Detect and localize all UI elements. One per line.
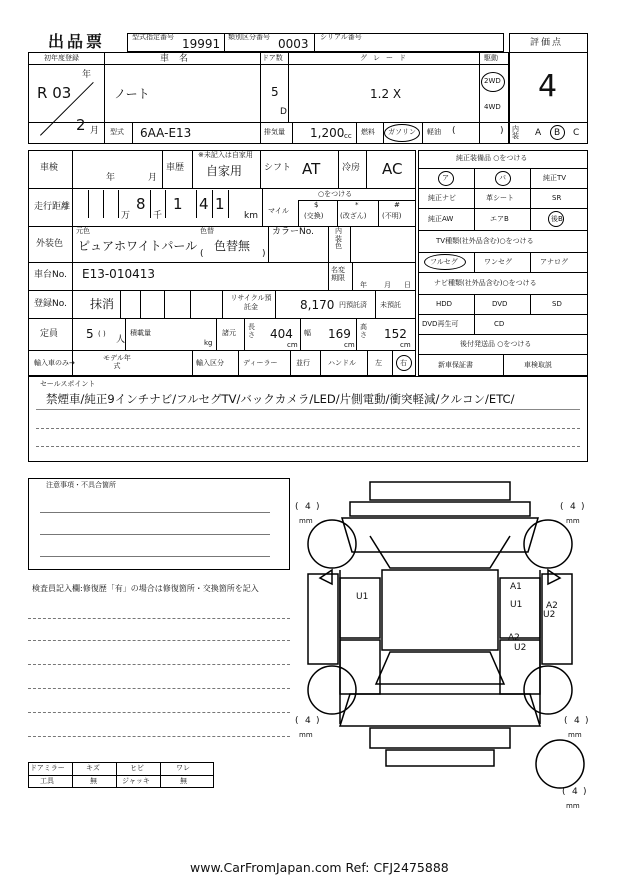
equip-airbag: エアB [490,215,509,223]
disp-value: 1,200 [310,126,345,140]
navi-dvd-play: DVD再生可 [422,320,459,328]
score-label: 評価点 [530,38,564,48]
len-unit: cm [287,341,298,349]
interior-c: C [573,128,580,138]
color-label: 外装色 [36,239,64,249]
left-front-door [340,578,380,638]
tire-fl: 4 [305,502,311,512]
tire-fl-bracket-l: ( [295,502,299,512]
load-label: 積載量 [130,329,151,337]
front-grille [350,502,530,516]
shaken-tsuki: 月 [148,173,158,183]
left-rear-door [340,640,380,694]
tire-rl-bracket-r: ) [316,716,320,726]
dims-label: 諸元 [222,329,236,337]
disp-label: 排気量 [264,128,285,136]
mile-label: マイル [268,207,289,215]
equip-header: 純正装備品 ○をつける [456,154,528,162]
drive-4wd: 4WD [484,103,501,111]
color-change-label: 色替 [200,227,214,235]
first-reg-label: 初年度登録 [44,54,79,62]
fuel-paren-r: ) [500,126,504,136]
recycle-unit: 円預託済 [339,301,367,309]
equip-navi: 純正ナビ [428,194,456,202]
hood [342,518,538,552]
wid-label: 幅 [304,329,311,337]
orig-color-label: 元色 [76,227,90,235]
mile-opt-tamper: (改ざん) [340,212,367,220]
left-sill [308,574,338,664]
car-damage-diagram [290,474,590,814]
mile-opt-exchange: (交換) [304,212,324,220]
tire-rr: 4 [574,716,580,726]
model-year-label: モデル年式 [103,354,131,371]
class-no-label: 類別区分番号 [228,33,270,41]
wid-unit: cm [344,341,355,349]
tools-h2: キズ [86,764,100,772]
tv-header: TV種類(社外品含む)○をつける [436,237,534,245]
tire-rl: 4 [305,716,311,726]
colorno-label: カラーNo. [272,227,314,237]
sen-unit: 千 [153,211,163,221]
len-label: 長さ [248,323,255,339]
tire-fl-unit: mm [299,517,313,525]
form-title: 出品票 [48,32,106,51]
grade-label: グレード [360,54,412,62]
import-category-label: 輸入区分 [196,359,224,367]
import-label: 輸入車のみ→ [34,359,75,367]
name-change-label: 名変期限 [331,266,345,283]
hgt-unit: cm [400,341,411,349]
mileage-digit-1: 1 [173,195,183,213]
sales-label: セールスポイント [40,380,96,388]
sales-point-block [28,376,588,462]
tire-spare: 4 [572,787,578,797]
import-parallel: 並行 [296,359,310,367]
right-mirror [548,570,560,584]
roof [382,570,498,650]
door-type: D [280,107,287,117]
capacity-unit: 人 [116,335,126,345]
interior-b: B [554,128,561,138]
equip-ac: ア [442,174,449,182]
tools-c3: ジャッキ [122,777,150,785]
damage-code-5: U2 [543,610,556,620]
footer-reference: www.CarFromJapan.com Ref: CFJ2475888 [190,860,449,875]
shaken-nen: 年 [106,173,116,183]
name-change-tsuki: 月 [384,281,391,289]
color-change-value: 色替無 [214,239,251,253]
usage-value: 自家用 [206,164,243,178]
mile-circle-note: ○をつける [318,190,353,198]
tire-fr-bracket-r: ) [581,502,585,512]
chassis-label: 車台No. [34,270,67,280]
mile-opt-tamper-mark: * [355,201,359,209]
tools-c2: 無 [90,777,97,785]
trunk [340,694,540,726]
damage-code-6: A2 [508,633,520,643]
reg-label: 登録No. [34,299,67,309]
grade-value: 1.2 X [370,87,402,101]
navi-header: ナビ種類(社外品含む)○をつける [434,279,537,287]
tire-fl-bracket-r: ) [316,502,320,512]
usage-note: ※未記入は自家用 [198,151,253,159]
front-right-wheel [524,520,572,568]
sales-text: 禁煙車/純正9インチナビ/フルセグTV/バックカメラ/LED/片側電動/衝突軽減/クルコン/ETC/ [46,392,515,406]
mileage-digit-2: 4 [199,195,209,213]
tsuki-mark: 月 [90,126,100,136]
import-dealer: ディーラー [243,359,278,367]
reg-value: 抹消 [90,297,115,311]
rear-panel [386,750,494,766]
wid-value: 169 [328,327,351,341]
damage-code-3: U1 [510,600,523,610]
tire-rr-bracket-l: ( [564,716,568,726]
mileage-digit-3: 1 [215,195,225,213]
door-count: 5 [271,85,279,99]
interior-a: A [535,128,542,138]
hgt-label: 高さ [360,323,367,339]
capacity-label: 定員 [40,329,59,339]
navi-sd: SD [552,300,562,308]
navi-hdd: HDD [436,300,453,308]
shift-value: AT [302,160,321,178]
fuel-diesel: 軽油 [427,128,441,136]
inspection-block [28,150,416,376]
len-value: 404 [270,327,293,341]
first-reg-month: 2 [76,116,86,134]
model-label: 型式 [110,128,124,136]
mileage-label: 走行距離 [34,202,71,212]
nen-mark: 年 [82,70,92,80]
notes-label: 注意事項・不具合箇所 [46,481,116,489]
side-body [340,570,540,724]
inspector-label: 検査員記入欄:修復歴「有」の場合は修復箇所・交換箇所を記入 [32,584,259,593]
equip-leather: 革シート [486,194,514,202]
drive-label: 駆動 [484,54,498,62]
mile-opt-unknown-mark: # [394,201,400,209]
tire-rl-bracket-l: ( [295,716,299,726]
tire-fr: 4 [570,502,576,512]
cat-no-value: 19991 [182,37,221,51]
serial-label: シリアル番号 [320,33,362,41]
after-manual: 車検取説 [524,361,552,369]
damage-code-7: U2 [514,643,527,653]
class-no-value: 0003 [278,37,309,51]
color-paren-r: ) [262,249,266,259]
tire-fr-unit: mm [566,517,580,525]
damage-code-1: U1 [356,592,369,602]
spare-wheel [536,740,584,788]
drive-2wd: 2WD [484,77,501,85]
tire-rr-bracket-r: ) [585,716,589,726]
after-header: 後付発送品 ○をつける [460,340,532,348]
ac-value: AC [382,160,403,178]
tools-h4: ワレ [176,764,190,772]
chassis-value: E13-010413 [82,267,155,281]
usage-label: 車歴 [166,163,185,173]
left-mirror [320,570,332,584]
rear-bumper [370,728,510,748]
name-change-nichi: 日 [404,281,411,289]
fuel-label: 燃料 [361,128,375,136]
mile-opt-exchange-mark: $ [314,201,319,209]
after-warranty: 新車保証書 [438,361,473,369]
shaken-label: 車検 [40,163,59,173]
handle-right: 右 [400,359,407,367]
km-unit: km [244,211,258,221]
equip-sr: SR [552,194,562,202]
handle-left: 左 [375,359,382,367]
shift-label: シフト [264,163,292,173]
tv-analog: アナログ [540,258,568,266]
tire-rr-unit: mm [568,731,582,739]
recycle-label: リサイクル預託金 [230,294,272,312]
capacity-paren: ( ) [98,330,106,338]
recycle-not: 未預託 [380,301,401,309]
interior-color-label: 内装色 [335,227,342,251]
mile-opt-unknown: (不明) [382,212,402,220]
equip-rear-b: 後B [551,215,563,223]
color-paren-l: ( [200,249,204,259]
man-unit: 万 [121,211,131,221]
fuel-gas: ガソリン [388,128,416,136]
rear-window [376,652,504,684]
navi-cd: CD [494,320,505,328]
cc-unit: cc [344,132,352,140]
hgt-value: 152 [384,327,407,341]
equip-tv: 純正TV [543,174,567,182]
ac-label: 冷房 [342,163,361,173]
rear-right-wheel [524,666,572,714]
tv-oneseg: ワンセグ [484,258,512,266]
capacity-value: 5 [86,327,94,341]
equip-pw: パ [499,174,506,182]
tv-fullseg: フルセグ [430,258,458,266]
equip-aw: 純正AW [428,215,454,223]
damage-code-4: A2 [546,601,558,611]
rear-left-wheel [308,666,356,714]
door-label: ドア数 [262,54,283,62]
tire-fr-bracket-l: ( [560,502,564,512]
tire-spare-bracket-l: ( [562,787,566,797]
tire-rl-unit: mm [299,731,313,739]
first-reg-era: R 03 [37,84,72,102]
fuel-paren-l: ( [452,126,456,136]
tools-c4: 無 [180,777,187,785]
interior-label: 内装 [512,125,519,140]
tools-h1: ドアミラー [30,764,65,772]
tire-spare-bracket-r: ) [583,787,587,797]
color-value: ピュアホワイトパール [78,239,198,253]
damage-code-2: A1 [510,582,522,592]
front-left-wheel [308,520,356,568]
tire-spare-unit: mm [566,802,580,810]
car-name: ノート [114,87,150,101]
mileage-man-digit: 8 [136,195,146,213]
model-value: 6AA-E13 [140,126,192,140]
name-change-nen: 年 [360,281,367,289]
tools-h3: ヒビ [130,764,144,772]
front-bumper [370,482,510,500]
load-unit: kg [204,339,213,347]
handle-label: ハンドル [328,359,356,367]
navi-dvd: DVD [492,300,508,308]
score-value: 4 [538,69,558,104]
car-name-label: 車名 [160,54,199,64]
tools-c1: 工具 [40,777,54,785]
cat-no-label: 型式指定番号 [132,33,174,41]
recycle-value: 8,170 [300,298,335,312]
